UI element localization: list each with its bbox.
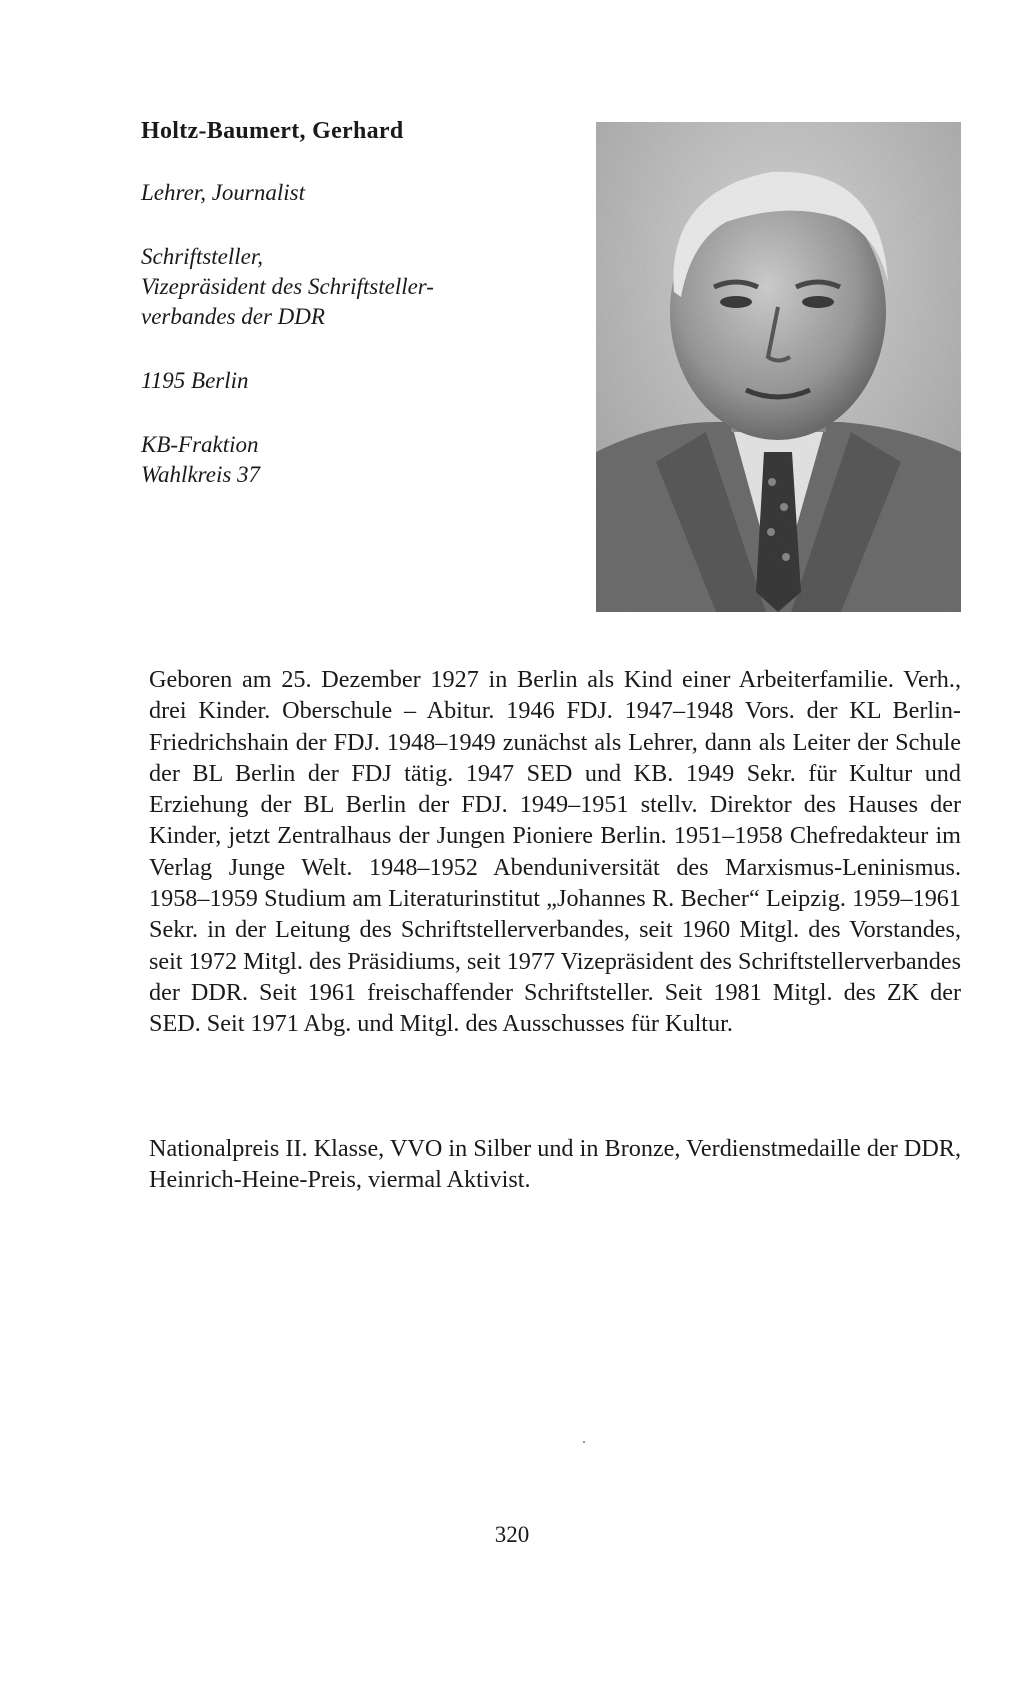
residence: 1195 Berlin xyxy=(141,368,249,393)
awards-text: Nationalpreis II. Klasse, VVO in Silber und in Bronze, Verdienstmedaille der DDR, Heinrich-Heine-Preis, viermal Aktivist. xyxy=(149,1135,961,1194)
constituency: Wahlkreis 37 xyxy=(141,462,261,487)
entry-name: Holtz-Baumert, Gerhard xyxy=(141,118,404,144)
page-number: 320 xyxy=(494,1522,530,1547)
printing-speck xyxy=(583,1441,585,1443)
position-line: verbandes der DDR xyxy=(141,304,325,329)
profession: Lehrer, Journalist xyxy=(141,180,305,205)
residence-block xyxy=(141,366,581,396)
biography-text: Geboren am 25. Dezember 1927 in Berlin als Kind einer Arbeiterfamilie. Verh., drei Kinder. Oberschule – Abitur. 1946 FDJ. 1947–1948 Vors. der KL Berlin-Friedrichshain der FDJ. 1948–1949 zunächst als Lehrer, dann als Leiter der Schule der BL Berlin der FDJ tätig. 1947 SED und KB. 1949 Sekr. für Kultur und Erziehung der BL Berlin der FDJ. 1949–1951 stellv. Direktor des Hauses der Kinder, jetzt Zentralhaus der Jungen Pioniere Berlin. 1951–1958 Chefredakteur im Verlag Junge Welt. 1948–1952 Abenduniversität des Marxismus-Leninismus. 1958–1959 Studium am Literaturinstitut „Johannes R. Becher“ Leipzig. 1959–1961 Sekr. in der Leitung des Schriftstellerverbandes, seit 1960 Mitgl. des Vorstandes, seit 1972 Mitgl. des Präsidiums, seit 1977 Vizepräsident des Schriftstellerverbandes der DDR. Seit 1961 freischaffender Schriftsteller. Seit 1981 Mitgl. des ZK der SED. Seit 1971 Abg. und Mitgl. des Ausschusses für Kultur. xyxy=(149,666,961,1038)
position-block xyxy=(141,242,581,332)
portrait-photo xyxy=(596,122,961,612)
profession-block xyxy=(141,178,581,208)
faction-block xyxy=(141,430,581,490)
position-line: Schriftsteller, xyxy=(141,244,264,269)
portrait-illustration xyxy=(596,122,961,612)
position-line: Vizepräsident des Schriftsteller- xyxy=(141,274,434,299)
faction: KB-Fraktion xyxy=(141,432,259,457)
entry-meta xyxy=(141,178,581,524)
